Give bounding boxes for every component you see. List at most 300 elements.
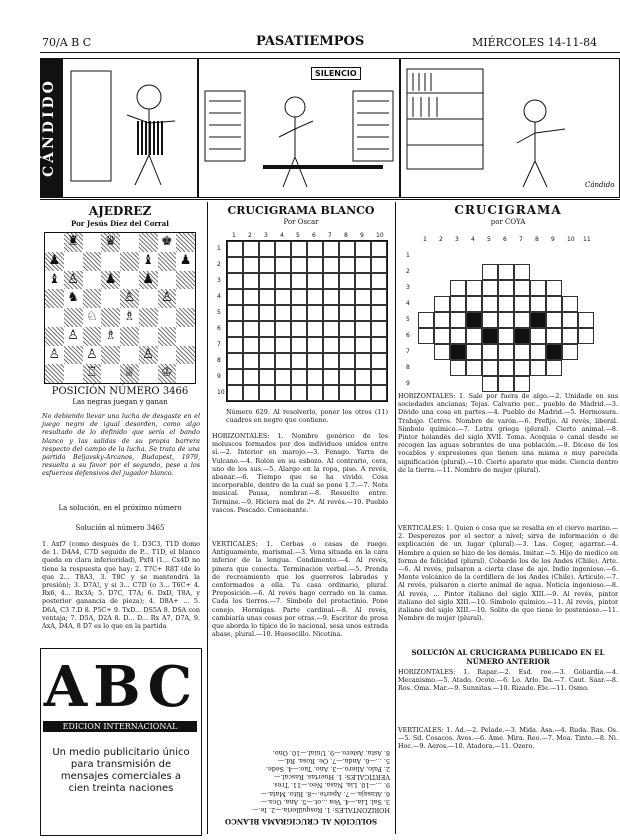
crossword-cell [355,385,371,401]
column-number: 8 [344,232,348,239]
comic-drawing-3 [405,63,615,193]
crossword-cell [482,296,498,312]
crossword-cell [227,385,243,401]
crossword-cell [323,289,339,305]
chess-piece: ♛ [104,234,117,249]
crossword-cell [482,280,498,296]
chess-square [64,364,83,383]
crossword-cell [307,257,323,273]
crossword-cell [434,344,450,360]
crossword-cell [243,321,259,337]
crossword-cell [275,241,291,257]
crossword-cell [259,257,275,273]
crossword-cell [530,344,546,360]
chess-piece: ♝ [48,271,61,287]
chess-piece: ♙ [67,327,79,343]
crossword-cell [323,241,339,257]
column-rule-2 [395,202,396,834]
row-number: 2 [406,268,410,275]
crossword-cell [339,321,355,337]
crossword-cell [227,289,243,305]
crossword-cell [418,312,434,328]
section-title: PASATIEMPOS [256,34,365,49]
crossword-cell [275,273,291,289]
crossword-cell [450,344,466,360]
crossword-cell [371,353,387,369]
crossword-cell [355,353,371,369]
crossword-cell [323,321,339,337]
chess-square [64,252,83,271]
chess-square [120,233,139,252]
blank-crossword-solution [212,656,390,826]
crossword-cell [243,289,259,305]
column-rule-1 [207,202,208,834]
crossword-cell [227,353,243,369]
chess-square [158,346,177,365]
crossword-cell [259,289,275,305]
crossword-cell [466,280,482,296]
chess-square [83,327,102,346]
crossword-cell [291,385,307,401]
chess-piece: ♗ [123,309,136,324]
blank-crossword-grid [217,232,388,402]
crossword-cell [243,353,259,369]
column-number: 11 [583,236,591,243]
blank-crossword-author: Por Oscar [283,218,319,226]
chess-square [176,289,195,308]
crossword-cell [339,289,355,305]
chess-square [83,252,102,271]
column-number: 7 [519,236,523,243]
column-number: 4 [471,236,475,243]
blank-solution-title: SOLUCIÓN AL CRUCIGRAMA BLANCO [225,817,377,826]
chess-solution: 1. Axf7 (como después de 1. D3C3, T1D domo de 1. D4A4, C7D seguido de P... T1D, el blanco queda en clara inferioridad), Pxf4 (1... Cx4D no tiene la respuesta que hay: 2. T7C+ R8T (de lo que 2... T8A3, 3. T8C y se mantendrá la presión); 3. D7A!, y si 3... C7D (o 3... T6C+ 4. Rx6, 4... Rx3A; 5. D7C, T7A; 6. DxD, T8A, y posterior ganancia de pieza); 4. D8A+ ... 5. D6A, C3 7.D 8. P5C+ 9. TxD... DS5A 8. DSA con ventaja; 7. D5A, D2A 8. D... D... Rx A7, D7A, 9. AxA, D4A, 8 D7 es lo que en la partida [42,540,200,631]
row-number: 2 [217,261,221,268]
chess-piece: ♟ [179,252,192,268]
column-number: 5 [487,236,491,243]
crossword-cell [307,337,323,353]
chess-subtitle: Las negras juegan y ganan [72,398,168,406]
row-number: 4 [406,300,410,307]
chess-square [101,289,120,308]
chess-square [158,252,177,271]
crossword-cell [227,305,243,321]
crossword-cell [466,296,482,312]
crossword-cell [307,385,323,401]
chess-piece: ♙ [48,346,61,362]
chess-square [176,327,195,346]
crossword-cell [307,305,323,321]
chess-square [139,233,158,252]
crossword-cell [227,321,243,337]
chess-square [101,308,120,327]
crossword-cell [291,321,307,337]
chess-piece: ♝ [142,252,154,268]
crossword-cell [530,280,546,296]
prev-solution-title: SOLUCIÓN AL CRUCIGRAMA PUBLICADO EN EL NÚMERO ANTERIOR [411,648,605,666]
crossword-cell [450,360,466,376]
crossword-cell [243,337,259,353]
row-number: 5 [217,309,221,316]
chess-square [45,233,64,252]
silence-sign: SILENCIO [311,67,361,80]
crossword-cell [546,360,562,376]
crossword-cell [514,312,530,328]
chess-piece: ♙ [161,290,173,306]
column-number: 2 [439,236,443,243]
row-number: 9 [406,380,410,387]
comic-drawing-1 [65,63,193,193]
crossword-cell [339,369,355,385]
crossword-cell [275,257,291,273]
crossword-cell [355,241,371,257]
chess-square [120,327,139,346]
page-number: 70/A B C [42,36,92,49]
chess-piece: ♟ [142,271,154,287]
row-number: 10 [217,389,225,396]
crossword-cell [275,369,291,385]
crossword-cell [275,321,291,337]
crossword-cell [498,296,514,312]
crossword-cell [339,385,355,401]
chess-square [176,308,195,327]
chess-piece: ♜ [67,234,79,249]
crossword-cell [259,385,275,401]
crossword-cell [339,273,355,289]
crossword-cell [514,376,530,392]
crossword-cell [371,337,387,353]
crossword-cell [243,369,259,385]
crossword-cell [434,328,450,344]
crossword-cell [514,280,530,296]
chess-square [158,327,177,346]
crossword-cell [514,328,530,344]
crossword-cell [339,305,355,321]
row-number: 1 [217,245,221,252]
crossword-cell [259,353,275,369]
crossword-cell [339,337,355,353]
chess-piece: ♙ [142,346,154,362]
row-number: 1 [406,252,410,259]
chess-piece: ♘ [86,309,98,324]
svg-text:Cándido: Cándido [585,181,615,189]
chess-square [64,346,83,365]
crossword-cell [498,312,514,328]
crossword-cell [482,328,498,344]
chess-piece: ♟ [48,252,61,268]
column-number: 6 [312,232,316,239]
chess-square [139,308,158,327]
column-number: 9 [360,232,364,239]
crossword-cell [291,289,307,305]
comic-title: CÁNDIDO [41,59,63,197]
crossword-cell [498,280,514,296]
crossword-cell [418,328,434,344]
crossword-cell [546,296,562,312]
crossword-cell [466,328,482,344]
blank-solution-line: 3. Sal. Lía.—4. Vea ...ot.—5. Ana. Oca.— [260,797,390,806]
chess-square [101,252,120,271]
chess-square [139,364,158,383]
comic-panel-2 [198,58,400,198]
chess-square [139,289,158,308]
row-number: 9 [217,373,221,380]
column-number: 2 [248,232,252,239]
crossword-cell [355,273,371,289]
blank-solution-line: VERTICALES: 1. Huertas. Rascal.— [273,773,390,782]
crossword-cell [530,296,546,312]
abc-ad-text: Un medio publicitario único para transmisión de mensajes comerciales a cien treinta naciones [52,747,190,794]
crossword-cell [355,289,371,305]
blank-solution-line: HORIZONTALES: 1. Rosquillería.—2. Ie.— [252,806,390,814]
crossword-cell [243,385,259,401]
crossword-cell [450,312,466,328]
crossword-cell [275,337,291,353]
crossword-cell [482,376,498,392]
crossword-cell [466,344,482,360]
crossword-cell [227,369,243,385]
crossword-cell [355,257,371,273]
column-number: 3 [264,232,268,239]
crossword-cell [291,369,307,385]
crossword-cell [450,280,466,296]
row-number: 8 [217,357,221,364]
crossword-cell [546,280,562,296]
chess-piece: ♟ [104,271,117,287]
crossword-title: CRUCIGRAMA [454,203,562,217]
crossword-cell [243,257,259,273]
crossword-cell [371,257,387,273]
crossword-cell [275,385,291,401]
blank-solution-line: 6. Atasaja.—7. Aparte.—8. Rito. Mata.— [260,789,390,798]
chess-square [139,327,158,346]
row-number: 5 [406,316,410,323]
blank-solution-line: 2. Palo. Aliero.—3. Ano. Tao.—4. Sede. [265,764,390,773]
crossword-cell [530,360,546,376]
header-rule [40,52,620,53]
crossword-cell [514,344,530,360]
blank-crossword-note: Número 629. Al resolverlo, poner los otros (11) cuadros en negro que contiene. [226,408,388,425]
date: MIÉRCOLES 14-11-84 [472,36,598,49]
crossword-cell [562,344,578,360]
crossword-cell [562,312,578,328]
chess-piece: ♙ [123,290,136,306]
crossword-cell [578,328,594,344]
crossword-cell [275,305,291,321]
crossword-cell [275,353,291,369]
crossword-cell [307,273,323,289]
chess-square [64,308,83,327]
blank-crossword-verticales: VERTICALES: 1. Cerbas o casas de ruego. Antiguamente, marismal.—3. Vena situada en la cara inferior de la lengua. Condimento.—4. Al revés, pinera que conecta. Terminación verbal.—5. Prenda de recreamiento que los guerreros labrados y conformados a ella. Tu casa ordinario, plural. Preposición.—6. Al revés hago cerrado en la cama. Cada los tierros.—7. Símbolo del protactinio. Pone conejo. Hormigas. Parte cardinal.—8. Al revés, cambiaría unas cosas por otras.—9. Escritor de prosa que aborda lo típico de lo nacional, sesa unos estrada abase, plural.—10. Huesecillo. Nicotina. [212,540,388,639]
chess-solution-title: Solución al número 3465 [75,524,165,532]
chess-piece: ♖ [86,365,98,381]
row-number: 6 [406,332,410,339]
crossword-cell [498,360,514,376]
crossword-cell [371,305,387,321]
crossword-cell [482,360,498,376]
chess-piece: ♔ [161,365,173,381]
chess-square [176,271,195,290]
column-number: 4 [280,232,284,239]
crossword-cell [227,273,243,289]
crossword-cell [498,328,514,344]
row-number: 4 [217,293,221,300]
crossword-cell [323,337,339,353]
column-number: 8 [535,236,539,243]
abc-ad [40,648,202,836]
crossword-grid [406,236,594,387]
crossword-cell [339,241,355,257]
crossword-cell [434,296,450,312]
row-number: 8 [406,364,410,371]
crossword-cell [450,328,466,344]
chess-square [101,364,120,383]
chess-square [176,233,195,252]
crossword-cell [546,344,562,360]
crossword-cell [498,376,514,392]
prev-solution-verticales: VERTICALES: 1. Ad.—2. Pelade.—3. Mida. Asa.—4. Ruda. Ras. Os.—5. Sd. Cosacos. Aves.—6. Ame. Mira. Reo.—7. Moa. Tinto.—8. Ni. Hoc.—9. Aeros.—10. Atadora.—11. Ozero. [398,726,618,751]
row-number: 7 [406,348,410,355]
crossword-cell [275,289,291,305]
column-number: 10 [376,232,384,239]
crossword-cell [307,321,323,337]
crossword-cell [482,344,498,360]
crossword-cell [466,312,482,328]
crossword-cell [578,312,594,328]
crossword-verticales: VERTICALES: 1. Quien o cosa que se resalta en el ciervo marino.—2. Desperezos por el sector a nivel; sirva de información o de explicación de un lugar (plural).—3. Las. Coger, agarrar.—4. Hombre a quien se hizo de los demás. Imitar.—5. Hijo de medico en forma de felicidad (plural). Cobarde los de los Andes (Chile). Arte.—6. Al revés, pulsaron a cierta clase de ajo. Indio ingenioso.—6. Monte volcánico de la cordillera de los Andes (Chile). Artículo.—7. Al revés, pulsaron a cierto animal de agua. Noticia ingenioso.—8. Al revés, ... Pintor italiano del siglo XIII.—9. Al revés, pintor italiano del siglo XIII.—10. Símbolo químico.—11. Al revés, pintor italiano del siglo XIII.—10. Solito de que tiene lo postenioso.—11. Nombre de mujer (plural). [398,524,618,623]
chess-square [45,364,64,383]
chess-square [45,308,64,327]
crossword-cell [291,273,307,289]
crossword-cell [259,369,275,385]
crossword-cell [227,241,243,257]
crossword-cell [323,273,339,289]
crossword-cell [291,353,307,369]
crossword-cell [323,305,339,321]
crossword-cell [371,385,387,401]
crossword-cell [482,264,498,280]
crossword-cell [450,296,466,312]
comic-panel-1 [40,58,198,198]
crossword-cell [514,264,530,280]
column-number: 10 [567,236,575,243]
crossword-horizontales: HORIZONTALES: 1. Sale por fuera de algo.—2. Unidade en sus sociedades ancianas; Tejas. Calvario por... pueblo de Madrid.—3. Divido una cosa en partes.—4. Pueblo de Madrid.—5. Hermosura. Trabajo. Cetros. Nombre de varón.—6. Prefijo. Al revés, liberal. Símbolo químico.—7. Letra griega (plural). Cierto animal.—8. Pintor holandés del siglo XVII. Toma. Acequia o canal desde se recogen las aguas sobrantes de una población.—9. Dícese de los vocablos y expresiones que tienen una misma o muy parecida significación (plural).—10. Cierto aparato que mide. Ciencia dentro de la tierra.—11. Nombre de mujer (plural). [398,392,618,474]
crossword-cell [307,289,323,305]
crossword-cell [227,337,243,353]
crossword-cell [371,289,387,305]
crossword-cell [307,369,323,385]
chess-square [176,364,195,383]
comic-rule [40,199,620,200]
chess-square [120,271,139,290]
crossword-cell [259,321,275,337]
blank-crossword-title: CRUCIGRAMA BLANCO [227,204,375,217]
comic-panel-3 [400,58,620,198]
blank-crossword-horizontales: HORIZONTALES: 1. Nombre genérico de los moluscos formados por dos individuos unidos entre sí.—2. Interior en marojo.—3. Fenago. Yarra de Vulcano.—4. Rolón en su esbozo. Al contrario, cera, uno de los sus.—5. Alargo en la ropa, piso. A revés, abanar.—6. Tiempo que se ha vivido. Cosa incorporable, dentro de la cual se pone 1.7.—7. Nota musical. Pausa, nombrar.—8. Resuelto entre. Termine.—9. Hiciera mal de 2ª. Al revés.—10. Pueblo vascos. Pescado. Consonante. [212,432,388,514]
chess-author: Por Jesús Díez del Corral [71,219,169,228]
crossword-cell [243,305,259,321]
chess-square [120,346,139,365]
crossword-cell [259,241,275,257]
chess-square [158,308,177,327]
chess-piece: ♚ [161,234,173,249]
crossword-cell [243,241,259,257]
chess-square [83,233,102,252]
crossword-cell [323,353,339,369]
crossword-cell [307,241,323,257]
chess-position-number: POSICIÓN NÚMERO 3466 [51,386,189,397]
chess-piece: ♕ [123,365,136,381]
crossword-cell [514,296,530,312]
crossword-cell [498,264,514,280]
crossword-cell [291,305,307,321]
crossword-cell [323,385,339,401]
prev-solution-horizontales: HORIZONTALES: 1. Rapar.—2. Esd. roe.—3. Goliardia.—4. Mecanismo.—5. Atado. Ocote.—6. Lo. Arlo. Da.—7. Caut. Saar.—8. Ros. Oma. Mar.—9. Sunnitas.—10. Rizado. Ele.—11. Osmo. [398,668,618,693]
crossword-cell [259,337,275,353]
crossword-cell [259,273,275,289]
crossword-cell [355,305,371,321]
chess-piece: ♞ [67,290,79,306]
abc-edition: EDICION INTERNACIONAL [43,721,197,732]
chess-intro: No debiendo llevar una lucha de desgaste en el juego negro de igual desorden, como algo resultado de lo definido que sería el bando blanco y las salidas de su propia barrera respecto del campo de la lucha. Se trata de una partida Beljavsky-Arcanos, Budapest, 1979, resuelta a su favor por el segundo, pese a los esfuerzos defensivos del jugador blanco. [42,412,200,478]
crossword-cell [546,328,562,344]
chess-board [44,232,196,384]
row-number: 3 [217,277,221,284]
chess-piece: ♙ [86,346,98,362]
chess-square [83,289,102,308]
chess-square [120,252,139,271]
row-number: 7 [217,341,221,348]
crossword-cell [227,257,243,273]
crossword-cell [530,328,546,344]
crossword-cell [259,305,275,321]
crossword-cell [434,312,450,328]
column-number: 5 [296,232,300,239]
blank-solution-line: 5. ...—6. Anda.—7. Oe. Rosa. Rd.— [277,756,390,765]
crossword-cell [562,296,578,312]
chess-title: AJEDREZ [88,204,152,218]
crossword-cell [498,344,514,360]
comic-drawing-2 [203,81,395,193]
crossword-cell [371,241,387,257]
crossword-cell [562,328,578,344]
crossword-cell [307,353,323,369]
crossword-cell [323,369,339,385]
column-number: 1 [423,236,427,243]
crossword-cell [355,321,371,337]
crossword-cell [371,321,387,337]
crossword-cell [355,337,371,353]
blank-solution-line: 9. ...—10. Lia. Nasa. Neo.—11. Tres. [272,781,390,790]
crossword-cell [371,369,387,385]
chess-square [176,346,195,365]
column-number: 3 [455,236,459,243]
crossword-cell [514,360,530,376]
crossword-cell [466,360,482,376]
column-number: 6 [503,236,507,243]
row-number: 3 [406,284,410,291]
crossword-cell [339,257,355,273]
row-number: 6 [217,325,221,332]
chess-piece: ♙ [67,271,79,287]
crossword-cell [243,273,259,289]
crossword-cell [291,257,307,273]
abc-logo: ABC [43,654,199,720]
crossword-author: por COYA [490,218,526,226]
chess-square [158,271,177,290]
crossword-cell [291,241,307,257]
crossword-cell [546,312,562,328]
